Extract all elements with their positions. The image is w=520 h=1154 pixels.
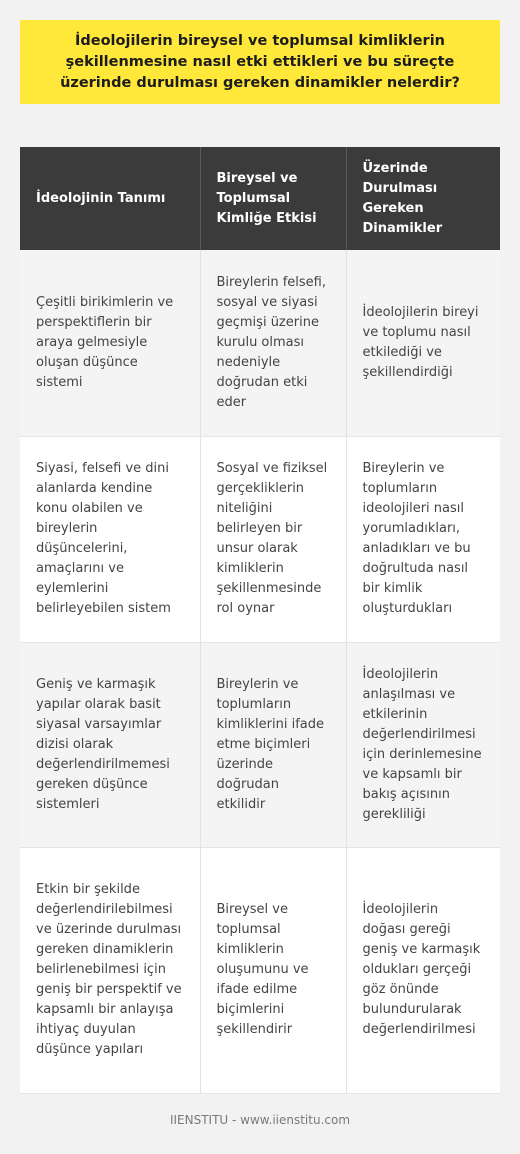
- table-cell: Bireysel ve toplumsal kimliklerin oluşumunu ve ifade edilme biçimlerini şekillendirir: [200, 847, 346, 1093]
- table-row: [20, 436, 500, 642]
- column-header-dynamics: Üzerinde Durulması Gereken Dinamikler: [346, 147, 500, 250]
- table-header-row: [20, 147, 500, 250]
- page-title: İdeolojilerin bireysel ve toplumsal kimliklerin şekillenmesine nasıl etki ettikleri ve bu süreçte üzerinde durulması gereken dinamikler nelerdir?: [20, 20, 500, 104]
- table-cell: Siyasi, felsefi ve dini alanlarda kendine konu olabilen ve bireylerin düşüncelerini, amaçlarını ve eylemlerini belirleyebilen sistem: [20, 436, 200, 642]
- table-cell: İdeolojilerin anlaşılması ve etkilerinin değerlendirilmesi için derinlemesine ve kapsamlı bir bakış açısının gerekliliği: [346, 642, 500, 847]
- table-cell: Sosyal ve fiziksel gerçekliklerin niteliğini belirleyen bir unsur olarak kimliklerin şekillenmesinde rol oynar: [200, 436, 346, 642]
- table-row: [20, 642, 500, 847]
- content-table: [20, 147, 500, 1094]
- table-cell: Etkin bir şekilde değerlendirilebilmesi ve üzerinde durulması gereken dinamiklerin belirlenebilmesi için geniş bir perspektif ve kapsamlı bir anlayışa ihtiyaç duyulan düşünce yapıları: [20, 847, 200, 1093]
- table-row: [20, 250, 500, 436]
- table-cell: Çeşitli birikimlerin ve perspektiflerin bir araya gelmesiyle oluşan düşünce sistemi: [20, 250, 200, 436]
- column-header-identity-effect: Bireysel ve Toplumsal Kimliğe Etkisi: [200, 147, 346, 250]
- table-cell: Geniş ve karmaşık yapılar olarak basit siyasal varsayımlar dizisi olarak değerlendirilmemesi gereken düşünce sistemleri: [20, 642, 200, 847]
- column-header-definition: İdeolojinin Tanımı: [20, 147, 200, 250]
- table-row: [20, 847, 500, 1093]
- table-cell: İdeolojilerin bireyi ve toplumu nasıl etkilediği ve şekillendirdiği: [346, 250, 500, 436]
- table-cell: Bireylerin ve toplumların kimliklerini ifade etme biçimleri üzerinde doğrudan etkilidir: [200, 642, 346, 847]
- table-cell: Bireylerin ve toplumların ideolojileri nasıl yorumladıkları, anladıkları ve bu doğrultuda nasıl bir kimlik oluşturdukları: [346, 436, 500, 642]
- footer-credit: IIENSTITU - www.iienstitu.com: [169, 1113, 351, 1127]
- table-cell: İdeolojilerin doğası gereği geniş ve karmaşık oldukları gerçeği göz önünde bulundurularak değerlendirilmesi: [346, 847, 500, 1093]
- table-cell: Bireylerin felsefi, sosyal ve siyasi geçmişi üzerine kurulu olması nedeniyle doğrudan etki eder: [200, 250, 346, 436]
